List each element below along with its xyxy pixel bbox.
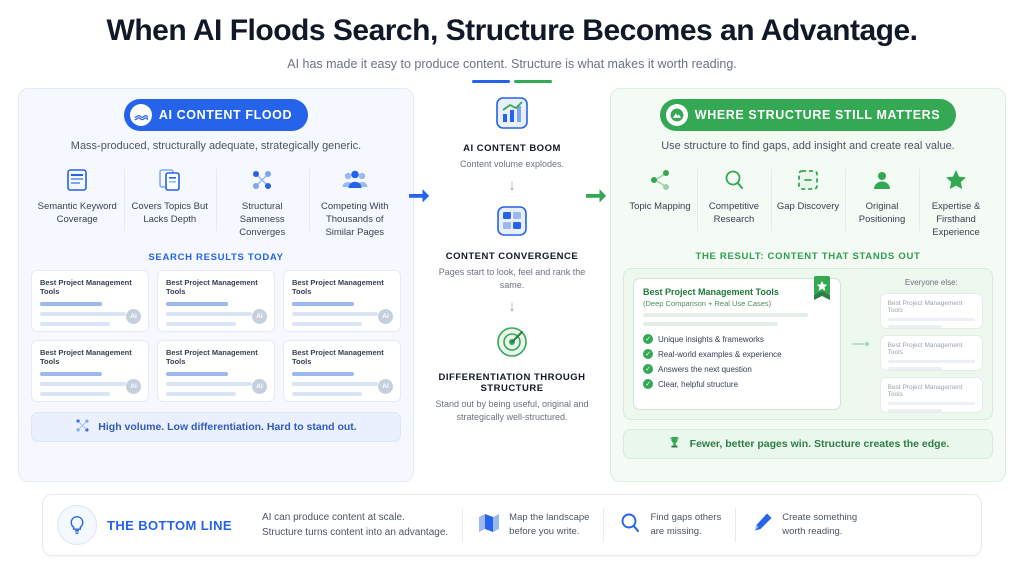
right-feature-label-2: Gap Discovery: [776, 201, 840, 212]
right-footer-text: Fewer, better pages win. Structure creates the edge.: [689, 438, 950, 451]
check-icon: ✓: [643, 379, 653, 389]
left-footer-note: [31, 412, 401, 442]
left-pill-label: AI CONTENT FLOOD: [158, 108, 293, 122]
bottom-item-line2-2: worth reading.: [782, 526, 843, 537]
right-feature-label-4: Expertise & Firsthand Experience: [931, 201, 981, 238]
people-group-icon: [313, 165, 398, 195]
winning-card-checks: [643, 334, 831, 389]
everyone-else-card-title: Best Project Management Tools: [887, 342, 963, 357]
network-nodes-icon: [220, 165, 305, 195]
bottom-divider: [462, 508, 463, 542]
trophy-icon: [667, 435, 682, 453]
left-feature-row: [31, 165, 401, 239]
center-step-title-0: AI CONTENT BOOM: [463, 143, 561, 154]
left-feature-label-2: Structural Sameness Converges: [239, 201, 286, 238]
serp-card-title: Best Project Management Tools: [292, 278, 384, 297]
scatter-nodes-icon: [75, 418, 90, 436]
serp-bar: [166, 302, 228, 306]
ai-content-flood-pill: [124, 99, 308, 131]
right-feature-row: [623, 165, 993, 239]
right-feature-label-0: Topic Mapping: [629, 201, 691, 212]
bottom-line-title: THE BOTTOM LINE: [107, 517, 232, 533]
bottom-item-line1-1: Find gaps others: [650, 511, 722, 523]
header: [0, 0, 1024, 83]
right-feature-1: [697, 165, 771, 239]
serp-bar: [292, 312, 378, 316]
serp-card[interactable]: [157, 270, 275, 332]
right-feature-3: [845, 165, 919, 239]
check-icon: ✓: [643, 364, 653, 374]
left-footer-text: High volume. Low differentiation. Hard to stand out.: [98, 421, 357, 434]
serp-bar: [292, 372, 354, 376]
check-item: [643, 379, 831, 389]
bottom-line-text: [248, 510, 448, 540]
arrow-down-icon: ↓: [508, 177, 516, 195]
serp-bar: [40, 302, 102, 306]
page-title: When AI Floods Search, Structure Becomes an Advantage.: [106, 14, 918, 47]
serp-heading: SEARCH RESULTS TODAY: [148, 252, 284, 264]
lightbulb-icon: [57, 505, 97, 545]
winning-card[interactable]: [633, 278, 841, 410]
serp-bar: [40, 392, 110, 396]
serp-bar: [40, 372, 102, 376]
center-step-text-1: Pages start to look, feel and rank the same.: [438, 267, 586, 291]
right-feature-label-3: Original Positioning: [858, 201, 906, 225]
left-feature-label-0: Semantic Keyword Coverage: [37, 201, 117, 225]
left-pill-wrap: [31, 99, 401, 131]
left-feature-label-1: Covers Topics But Lacks Depth: [131, 201, 208, 225]
bottom-line-text-2: Structure turns content into an advantage.: [261, 527, 449, 538]
everyone-else-bar: [888, 325, 942, 328]
ai-badge: AI: [126, 309, 141, 324]
serp-card-title: Best Project Management Tools: [40, 278, 132, 297]
ai-badge: AI: [252, 379, 267, 394]
everyone-else-column: [880, 278, 983, 410]
wave-icon: [130, 104, 152, 126]
person-icon: [849, 165, 915, 195]
stacked-pages-icon: [432, 198, 592, 244]
page-subtitle: AI has made it easy to produce content. Structure is what makes it worth reading.: [287, 57, 737, 71]
left-feature-label-3: Competing With Thousands of Similar Pages: [320, 201, 389, 238]
bottom-divider: [735, 508, 736, 542]
divider-blue: [472, 80, 510, 83]
pen-icon: [750, 511, 774, 540]
chart-growth-icon: [432, 90, 592, 136]
serp-card[interactable]: [283, 270, 401, 332]
bottom-item-text-2: [782, 511, 857, 540]
everyone-else-card-title: Best Project Management Tools: [887, 300, 963, 315]
serp-card[interactable]: [31, 340, 149, 402]
right-footer-note: [623, 429, 993, 459]
ai-badge: AI: [378, 379, 393, 394]
duplicate-pages-icon: [128, 165, 213, 195]
ai-content-flood-panel: [18, 88, 414, 482]
magnifier-icon: [701, 165, 767, 195]
check-label: Unique insights & frameworks: [658, 334, 764, 344]
everyone-else-card[interactable]: [880, 335, 983, 371]
result-box: [623, 268, 993, 420]
right-pill-label: WHERE STRUCTURE STILL MATTERS: [694, 108, 941, 122]
left-feature-1: [124, 165, 217, 239]
star-icon: [923, 165, 989, 195]
bottom-item-line2-0: before you write.: [509, 526, 580, 537]
everyone-else-card[interactable]: [880, 377, 983, 413]
everyone-else-bar: [888, 402, 975, 405]
left-feature-2: [216, 165, 309, 239]
bottom-item-2: [750, 511, 857, 540]
right-feature-4: [919, 165, 993, 239]
bottom-item-text-0: [509, 511, 589, 540]
everyone-else-bar: [888, 367, 942, 370]
check-item: [643, 334, 831, 344]
serp-bar: [40, 312, 126, 316]
serp-bar: [40, 322, 110, 326]
right-feature-0: [623, 165, 697, 239]
bottom-item-text-1: [650, 511, 721, 540]
winning-card-title: Best Project Management Tools: [643, 287, 779, 298]
everyone-else-bar: [888, 409, 942, 412]
serp-grid: [31, 270, 401, 402]
ribbon-badge-icon: [812, 276, 832, 302]
center-step-title-1: CONTENT CONVERGENCE: [445, 251, 579, 263]
arrow-right-blue: ➞: [408, 180, 430, 210]
everyone-else-heading: Everyone else:: [904, 278, 958, 288]
ai-badge: AI: [252, 309, 267, 324]
center-flow: [414, 88, 610, 424]
where-structure-matters-panel: [610, 88, 1006, 482]
main-columns: [18, 88, 1006, 486]
bottom-line-label: [57, 505, 248, 545]
serp-bar: [166, 372, 228, 376]
serp-card-title: Best Project Management Tools: [40, 348, 132, 367]
serp-bar: [166, 382, 252, 386]
serp-card-title: Best Project Management Tools: [166, 348, 258, 367]
serp-bar: [292, 322, 362, 326]
result-heading: THE RESULT: CONTENT THAT STANDS OUT: [695, 251, 921, 263]
bottom-line-text-1: AI can produce content at scale.: [261, 512, 405, 523]
check-icon: ✓: [643, 334, 653, 344]
serp-bar: [292, 382, 378, 386]
center-step-1: [432, 198, 592, 292]
serp-bar: [166, 312, 252, 316]
bottom-line-bar: [42, 494, 982, 556]
serp-bar: [166, 322, 236, 326]
bottom-item-line2-1: are missing.: [650, 526, 702, 537]
map-icon: [477, 511, 501, 540]
bottom-item-0: [477, 511, 589, 540]
check-item: [643, 349, 831, 359]
serp-card-title: Best Project Management Tools: [166, 278, 258, 297]
magnifier-icon: [618, 511, 642, 540]
left-caption: Mass-produced, structurally adequate, strategically generic.: [70, 140, 362, 152]
center-step-2: [432, 319, 592, 424]
arrow-right-small: ⟶: [851, 336, 870, 352]
serp-card[interactable]: [31, 270, 149, 332]
serp-bar: [292, 392, 362, 396]
everyone-else-bar: [888, 360, 975, 363]
title-divider: [0, 80, 1024, 83]
serp-card-title: Best Project Management Tools: [292, 348, 384, 367]
right-feature-2: [771, 165, 845, 239]
right-pill-wrap: [623, 99, 993, 131]
arrow-right-green: ➞: [585, 180, 607, 210]
serp-card[interactable]: [283, 340, 401, 402]
share-nodes-icon: [627, 165, 693, 195]
serp-bar: [166, 392, 236, 396]
bottom-divider: [603, 508, 604, 542]
left-feature-0: [31, 165, 124, 239]
right-caption: Use structure to find gaps, add insight and create real value.: [661, 140, 955, 152]
divider-green: [514, 80, 552, 83]
everyone-else-card-title: Best Project Management Tools: [887, 384, 963, 399]
center-step-text-0: Content volume explodes.: [459, 159, 565, 169]
right-feature-label-1: Competitive Research: [708, 201, 760, 225]
winning-card-subtitle: (Deep Comparison + Real Use Cases): [643, 299, 772, 309]
check-item: [643, 364, 831, 374]
center-step-title-2: DIFFERENTIATION THROUGH STRUCTURE: [438, 372, 586, 395]
winning-card-bar: [643, 322, 778, 326]
everyone-else-bar: [888, 318, 975, 321]
serp-bar: [40, 382, 126, 386]
bottom-item-1: [618, 511, 721, 540]
arrow-down-icon: ↓: [508, 298, 516, 316]
center-step-text-2: Stand out by being useful, original and strategically well-structured.: [435, 399, 589, 423]
check-label: Real-world examples & experience: [658, 349, 782, 359]
check-label: Answers the next question: [658, 364, 752, 374]
where-structure-matters-pill: [660, 99, 956, 131]
document-lines-icon: [35, 165, 120, 195]
mountain-icon: [666, 104, 688, 126]
everyone-else-card[interactable]: [880, 293, 983, 329]
ai-badge: AI: [126, 379, 141, 394]
serp-card[interactable]: [157, 340, 275, 402]
target-arrow-icon: [432, 319, 592, 365]
check-icon: ✓: [643, 349, 653, 359]
ai-badge: AI: [378, 309, 393, 324]
check-label: Clear, helpful structure: [658, 379, 739, 389]
bottom-item-line1-2: Create something: [782, 511, 858, 523]
center-step-0: [432, 90, 592, 171]
winning-card-bar: [643, 313, 808, 317]
bottom-item-line1-0: Map the landscape: [509, 511, 590, 523]
dashed-square-icon: [775, 165, 841, 195]
left-feature-3: [309, 165, 402, 239]
serp-bar: [292, 302, 354, 306]
